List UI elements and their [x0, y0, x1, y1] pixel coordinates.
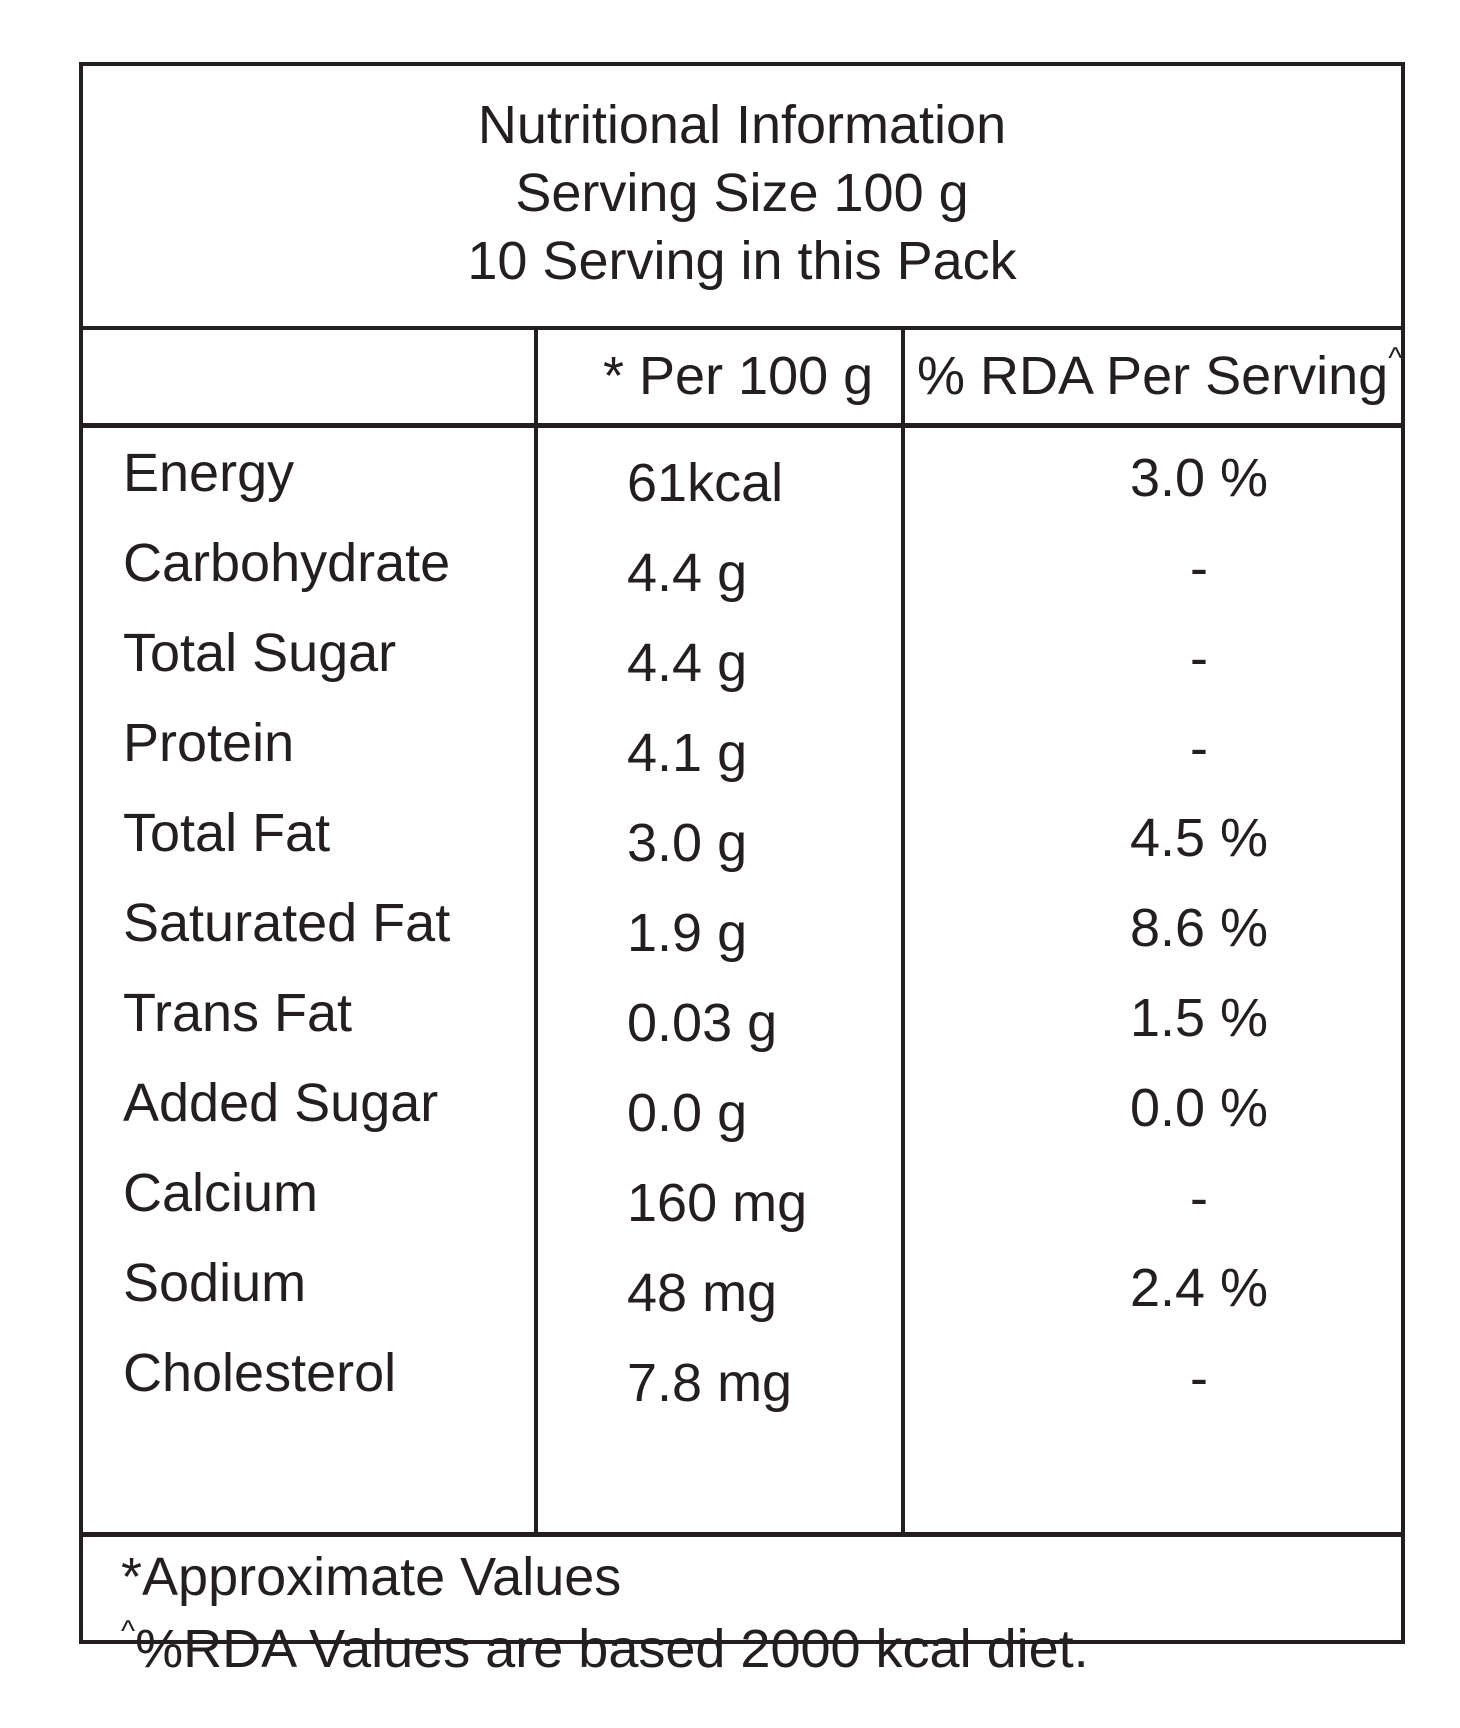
footnote-rda-basis	[121, 1616, 1089, 1682]
nutrient-value: 48 mg	[627, 1263, 778, 1323]
nutrient-rda: 0.0 %	[1129, 1078, 1269, 1138]
label-title: Nutritional Information	[477, 95, 1007, 155]
nutrient-rda: 2.4 %	[1129, 1258, 1269, 1318]
nutrient-rda: 4.5 %	[1129, 808, 1269, 868]
nutrient-value: 160 mg	[627, 1173, 808, 1233]
footnote-approximate: *Approximate Values	[121, 1547, 622, 1607]
nutrient-name: Calcium	[123, 1163, 319, 1223]
column-header-per-100g: * Per 100 g	[603, 346, 874, 406]
nutrient-rda: -	[1190, 718, 1208, 778]
column-header-divider	[83, 423, 1401, 428]
nutrient-name: Cholesterol	[123, 1343, 397, 1403]
nutrient-value: 0.03 g	[627, 993, 778, 1053]
nutrient-value: 61kcal	[627, 453, 784, 513]
header-divider	[83, 326, 1401, 330]
nutrient-rda: -	[1190, 628, 1208, 688]
footnote-caret-mark: ^	[121, 1615, 136, 1648]
nutrient-rda: 1.5 %	[1129, 988, 1269, 1048]
servings-per-pack: 10 Serving in this Pack	[467, 231, 1017, 291]
nutrient-rda: -	[1190, 538, 1208, 598]
footer-divider	[83, 1532, 1401, 1537]
label-header	[83, 66, 1401, 330]
nutrient-name: Total Fat	[123, 803, 331, 863]
serving-size: Serving Size 100 g	[515, 163, 969, 223]
nutrient-name: Protein	[123, 713, 295, 773]
nutrient-value: 7.8 mg	[627, 1353, 793, 1413]
nutrient-name: Saturated Fat	[123, 893, 451, 953]
nutrient-value: 1.9 g	[627, 903, 748, 963]
nutrient-name: Energy	[123, 443, 295, 503]
footnote-rda-text: %RDA Values are based 2000 kcal diet.	[135, 1619, 1089, 1679]
nutrient-rda: 8.6 %	[1129, 898, 1269, 958]
nutrient-value: 4.1 g	[627, 723, 748, 783]
nutrient-rda: 3.0 %	[1129, 448, 1269, 508]
nutrient-rda: -	[1190, 1168, 1208, 1228]
nutrient-rda: -	[1190, 1348, 1208, 1408]
nutrient-name: Sodium	[123, 1253, 307, 1313]
column-divider-2	[901, 326, 905, 1536]
column-header-rda	[917, 343, 1402, 409]
nutrient-name: Total Sugar	[123, 623, 397, 683]
nutrient-name: Trans Fat	[123, 983, 353, 1043]
nutrient-value: 4.4 g	[627, 543, 748, 603]
rda-caret-mark: ^	[1388, 342, 1403, 375]
nutrient-value: 4.4 g	[627, 633, 748, 693]
nutrient-value: 0.0 g	[627, 1083, 748, 1143]
nutrient-name: Added Sugar	[123, 1073, 439, 1133]
column-divider-1	[534, 326, 538, 1536]
rda-header-text: % RDA Per Serving	[917, 346, 1389, 406]
nutrient-name: Carbohydrate	[123, 533, 451, 593]
nutrient-value: 3.0 g	[627, 813, 748, 873]
nutrition-label	[79, 62, 1405, 1679]
